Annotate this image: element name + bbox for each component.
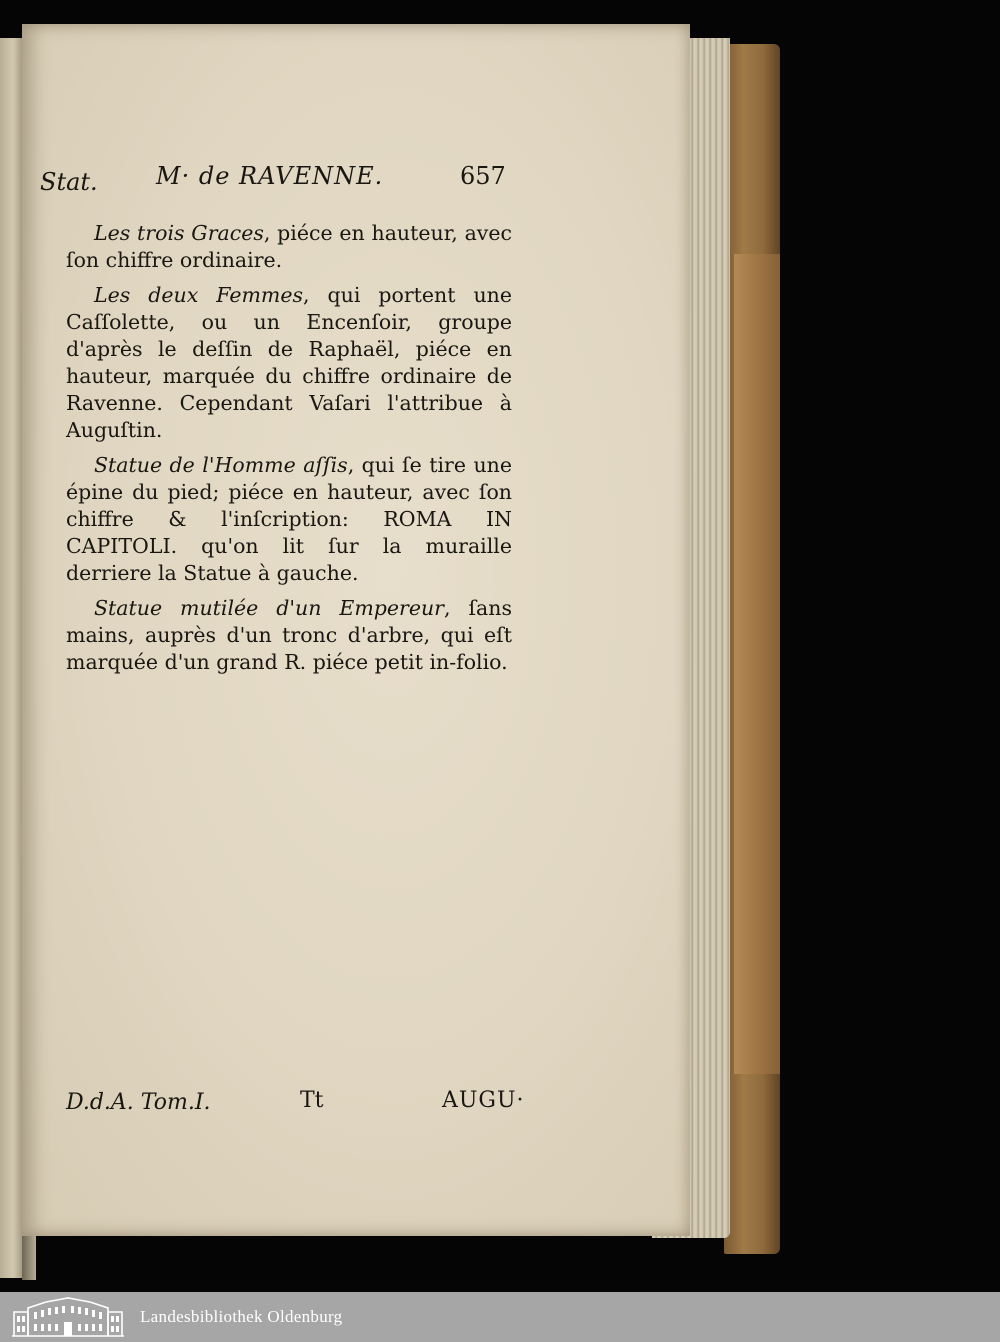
entry-text: , piéce en hauteur, avec ſon chiffre ordinaire.: [66, 221, 512, 272]
entry-title: Statue mutilée d'un Empereur: [94, 596, 444, 620]
entry-title: Les deux Femmes: [94, 283, 304, 307]
library-name: Landesbibliothek Oldenburg: [140, 1307, 343, 1326]
book-page: [22, 24, 690, 1236]
entry: [66, 220, 512, 274]
entry: [66, 595, 512, 676]
entry-title: Statue de l'Homme aſſis: [94, 453, 348, 477]
page-number: 657: [460, 162, 506, 190]
page-header: [40, 162, 520, 202]
running-title: M· de RAVENNE.: [156, 162, 384, 190]
entry-text: , qui ſe tire une épine du pied; piéce en hauteur, avec ſon chiffre & l'inſcription: ROMA IN CAPITOLI. qu'on lit ſur la muraille derriere la Statue à gauche.: [66, 453, 513, 585]
page-body: [66, 220, 512, 684]
entry: [66, 452, 512, 587]
book-cover-board: [724, 44, 780, 1254]
entry-text: , ſans mains, auprès d'un tronc d'arbre, qui eſt marquée d'un grand R. piéce petit in-folio.: [66, 596, 512, 674]
entry-title: Les trois Graces: [94, 221, 264, 245]
entry: [66, 282, 512, 444]
signature-mark: D.d.A. Tom.I.: [66, 1090, 211, 1115]
catchword: AUGU·: [442, 1088, 525, 1113]
page-footer: [66, 1086, 526, 1118]
header-left-label: Stat.: [40, 168, 98, 196]
library-banner: [0, 1292, 1000, 1342]
sheet-mark: Tt: [300, 1088, 324, 1113]
library-building-icon: [10, 1296, 126, 1338]
entry-text: , qui portent une Caſſolette, ou un Encenſoir, groupe d'après le deſſin de Raphaël, piéce en hauteur, marquée du chiffre ordinaire de Ravenne. Cependant Vaſari l'attribue à Auguſtin.: [66, 283, 512, 442]
left-page-edge: [0, 38, 24, 1278]
